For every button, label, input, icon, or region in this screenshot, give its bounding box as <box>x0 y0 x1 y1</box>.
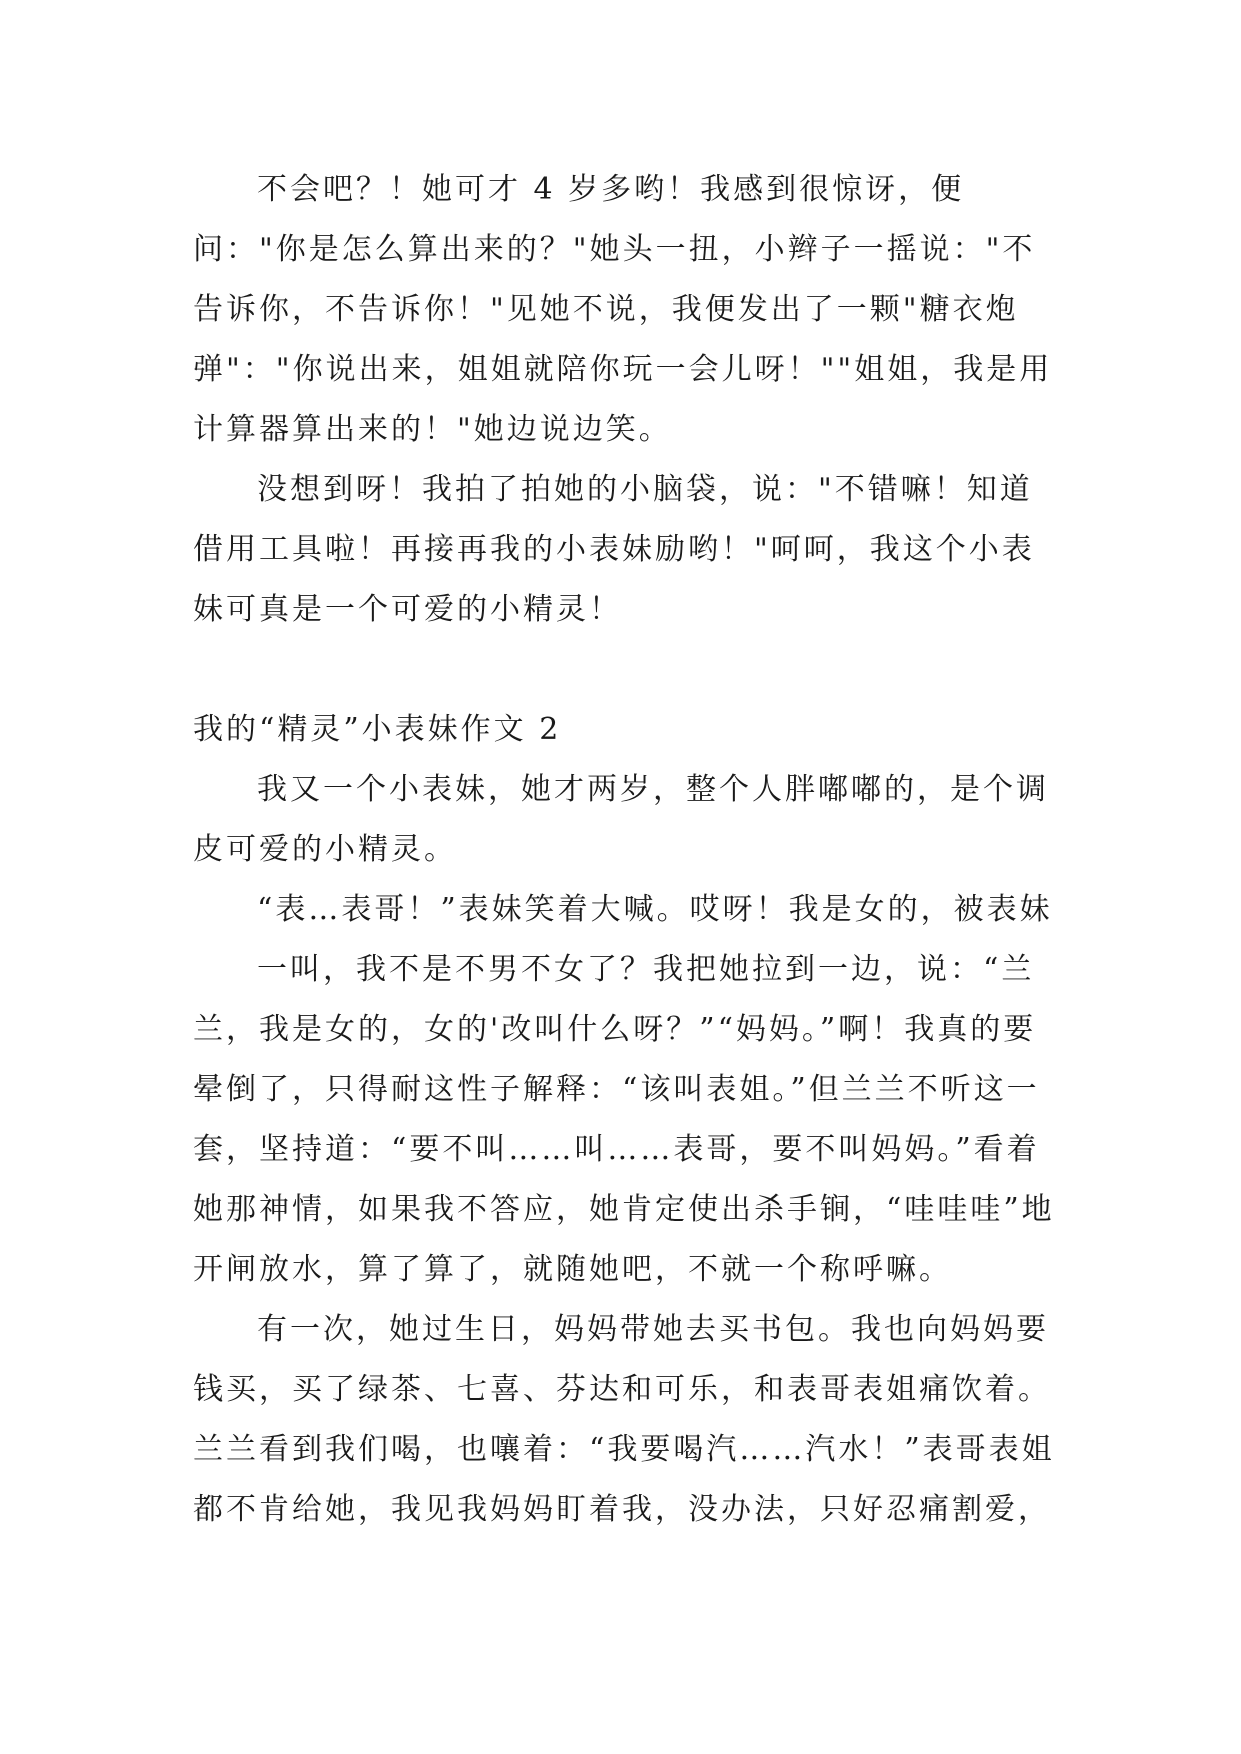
paragraph: 不会吧？！她可才 4 岁多哟！我感到很惊讶，便问："你是怎么算出来的？"她头一扭，小辫子一摇说："不告诉你，不告诉你！"见她不说，我便发出了一颗"糖衣炮弹"："你说出来，姐姐就陪你玩一会儿呀！""姐姐，我是用计算器算出来的！"她边说边笑。 <box>193 172 1053 447</box>
section-title: 我的“精灵”小表妹作文 2 <box>193 712 562 747</box>
document-body <box>193 160 1063 1540</box>
paragraph: 一叫，我不是不男不女了？我把她拉到一边，说：“兰兰，我是女的，女的'改叫什么呀？”“妈妈。”啊！我真的要晕倒了，只得耐这性子解释：“该叫表姐。”但兰兰不听这一套，坚持道：“要不叫……叫……表哥，要不叫妈妈。”看着她那神情，如果我不答应，她肯定使出杀手锏，“哇哇哇”地开闸放水，算了算了，就随她吧，不就一个称呼嘛。 <box>193 952 1055 1287</box>
paragraph: 没想到呀！我拍了拍她的小脑袋，说："不错嘛！知道借用工具啦！再接再我的小表妹励哟！"呵呵，我这个小表妹可真是一个可爱的小精灵！ <box>193 472 1035 627</box>
paragraph: 有一次，她过生日，妈妈带她去买书包。我也向妈妈要钱买，买了绿茶、七喜、芬达和可乐，和表哥表姐痛饮着。兰兰看到我们喝，也嚷着：“我要喝汽……汽水！”表哥表姐都不肯给她，我见我妈妈盯着我，没办法，只好忍痛割爱， <box>193 1312 1055 1527</box>
paragraph: “表…表哥！”表妹笑着大喊。哎呀！我是女的，被表妹 <box>257 892 1053 927</box>
paragraph: 我又一个小表妹，她才两岁，整个人胖嘟嘟的，是个调皮可爱的小精灵。 <box>193 772 1049 867</box>
